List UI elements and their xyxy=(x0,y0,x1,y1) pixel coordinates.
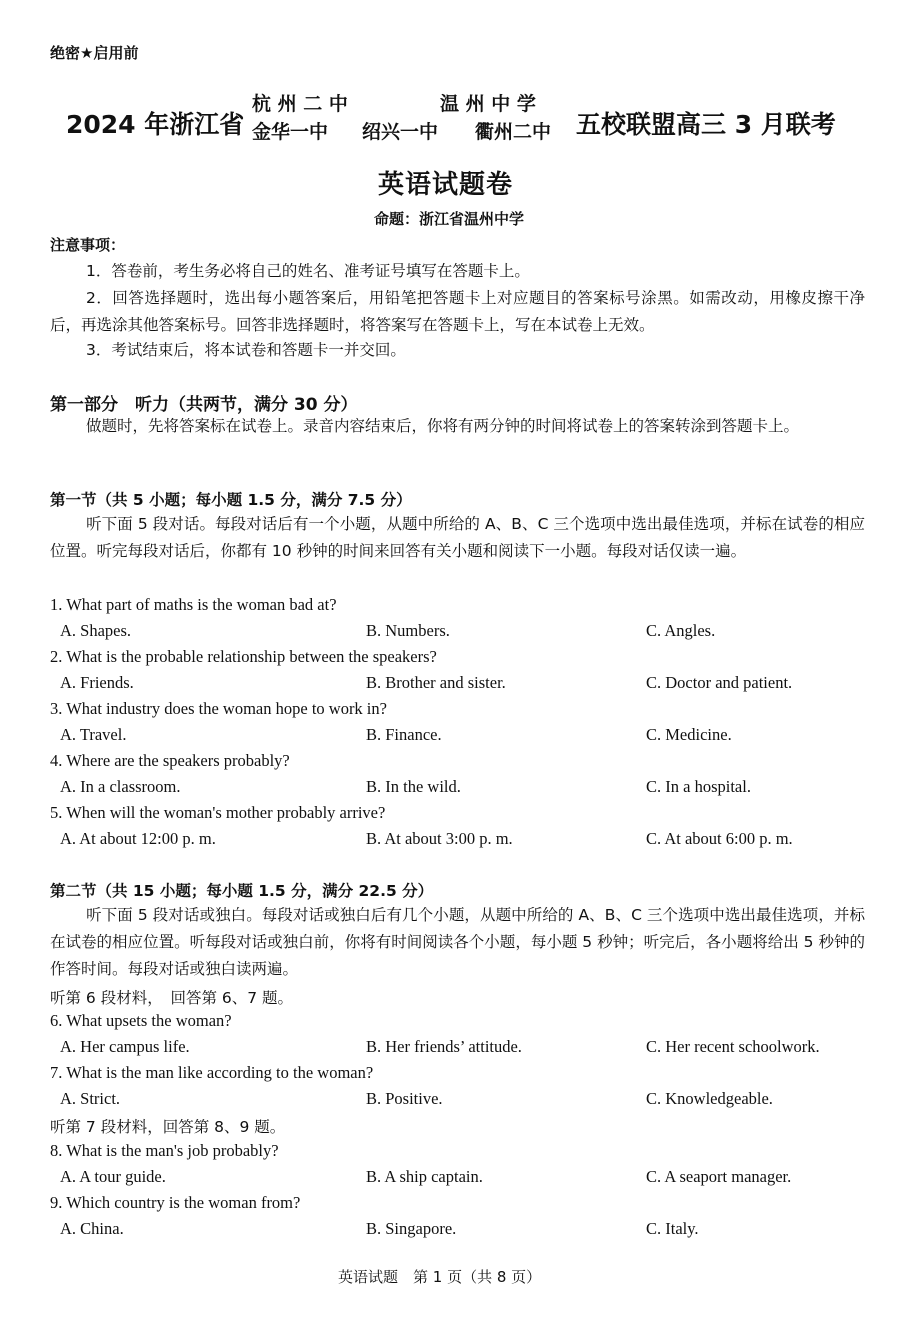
q6-option-c: C. Her recent schoolwork. xyxy=(646,1037,820,1056)
year-province: 2024 年浙江省 xyxy=(66,110,245,139)
question-2: 2. What is the probable relationship between the speakers? xyxy=(50,647,437,666)
q1-option-b: B. Numbers. xyxy=(366,621,450,640)
question-3: 3. What industry does the woman hope to work in? xyxy=(50,699,387,718)
q1-option-c: C. Angles. xyxy=(646,621,716,640)
question-8: 8. What is the man's job probably? xyxy=(50,1141,279,1160)
q3-option-c: C. Medicine. xyxy=(646,725,732,744)
q3-option-a: A. Travel. xyxy=(60,725,127,744)
q6-option-b: B. Her friends’ attitude. xyxy=(366,1037,522,1056)
question-1: 1. What part of maths is the woman bad at? xyxy=(50,595,337,614)
section1-instruction-text: 听下面 5 段对话。每段对话后有一个小题，从题中所给的 A、B、C 三个选项中选出最佳选项，并标在试卷的相应位置。听完每段对话后，你都有 10 秒钟的时间来回答有关小题和阅读下一小题。每段对话仅读一遍。 xyxy=(50,515,865,560)
section2-instruction xyxy=(50,902,865,983)
q6-option-a: A. Her campus life. xyxy=(60,1037,190,1056)
q4-option-a: A. In a classroom. xyxy=(60,777,181,796)
setter-line: 命题：浙江省温州中学 xyxy=(374,210,525,228)
q8-option-a: A. A tour guide. xyxy=(60,1167,166,1186)
q4-option-c: C. In a hospital. xyxy=(646,777,751,796)
section1-heading: 第一节（共 5 小题；每小题 1.5 分，满分 7.5 分） xyxy=(50,491,412,509)
listen-material-6: 听第 6 段材料， 回答第 6、7 题。 xyxy=(50,989,294,1007)
note-item-2-text: 2．回答选择题时，选出每小题答案后，用铅笔把答题卡上对应题目的答案标号涂黑。如需改动，用橡皮擦干净后，再选涂其他答案标号。回答非选择题时，将答案写在答题卡上，写在本试卷上无效。 xyxy=(50,289,865,334)
q5-option-a: A. At about 12:00 p. m. xyxy=(60,829,216,848)
question-4: 4. Where are the speakers probably? xyxy=(50,751,290,770)
exam-name: 五校联盟高三 3 月联考 xyxy=(576,110,836,139)
q7-option-a: A. Strict. xyxy=(60,1089,121,1108)
note-item-1 xyxy=(50,258,865,285)
q9-option-b: B. Singapore. xyxy=(366,1219,457,1238)
q2-option-a: A. Friends. xyxy=(60,673,134,692)
question-6: 6. What upsets the woman? xyxy=(50,1011,232,1030)
q8-option-b: B. A ship captain. xyxy=(366,1167,483,1186)
q3-option-b: B. Finance. xyxy=(366,725,442,744)
school-wenzhou: 温 州 中 学 xyxy=(440,93,536,115)
question-5: 5. When will the woman's mother probably arrive? xyxy=(50,803,386,822)
section1-instruction xyxy=(50,511,865,565)
q9-option-c: C. Italy. xyxy=(646,1219,699,1238)
page-footer: 英语试题 第 1 页（共 8 页） xyxy=(338,1268,542,1286)
note-item-1-text: 1．答卷前，考生务必将自己的姓名、准考证号填写在答题卡上。 xyxy=(86,262,530,280)
q5-option-c: C. At about 6:00 p. m. xyxy=(646,829,793,848)
q7-option-c: C. Knowledgeable. xyxy=(646,1089,773,1108)
note-item-3-text: 3．考试结束后，将本试卷和答题卡一并交回。 xyxy=(86,341,406,359)
school-jinhua-1: 金华一中 xyxy=(252,121,329,143)
listen-material-7: 听第 7 段材料，回答第 8、9 题。 xyxy=(50,1118,286,1136)
notes-heading: 注意事项： xyxy=(50,236,126,254)
paper-title: 英语试题卷 xyxy=(378,170,514,200)
section2-heading: 第二节（共 15 小题；每小题 1.5 分，满分 22.5 分） xyxy=(50,882,434,900)
part1-instruction-text: 做题时，先将答案标在试卷上。录音内容结束后，你将有两分钟的时间将试卷上的答案转涂到答题卡上。 xyxy=(86,417,800,435)
question-9: 9. Which country is the woman from? xyxy=(50,1193,301,1212)
school-quzhou-2: 衢州二中 xyxy=(475,121,552,143)
part1-instruction xyxy=(50,413,865,440)
secret-mark: 绝密★启用前 xyxy=(50,44,139,62)
note-item-2 xyxy=(50,285,865,339)
q2-option-c: C. Doctor and patient. xyxy=(646,673,793,692)
q9-option-a: A. China. xyxy=(60,1219,124,1238)
q1-option-a: A. Shapes. xyxy=(60,621,132,640)
school-hangzhou-2: 杭 州 二 中 xyxy=(252,93,348,115)
part1-heading: 第一部分 听力（共两节，满分 30 分） xyxy=(50,395,358,415)
section2-instruction-text: 听下面 5 段对话或独白。每段对话或独白后有几个小题，从题中所给的 A、B、C 三个选项中选出最佳选项，并标在试卷的相应位置。听每段对话或独白前，你将有时间阅读各个小题，每小题 5 秒钟；听完后，各小题将给出 5 秒钟的作答时间。每段对话或独白读两遍。 xyxy=(50,906,865,978)
q8-option-c: C. A seaport manager. xyxy=(646,1167,792,1186)
q4-option-b: B. In the wild. xyxy=(366,777,461,796)
school-shaoxing-1: 绍兴一中 xyxy=(362,121,439,143)
note-item-3 xyxy=(50,337,865,364)
q7-option-b: B. Positive. xyxy=(366,1089,443,1108)
question-7: 7. What is the man like according to the woman? xyxy=(50,1063,374,1082)
q2-option-b: B. Brother and sister. xyxy=(366,673,506,692)
q5-option-b: B. At about 3:00 p. m. xyxy=(366,829,513,848)
